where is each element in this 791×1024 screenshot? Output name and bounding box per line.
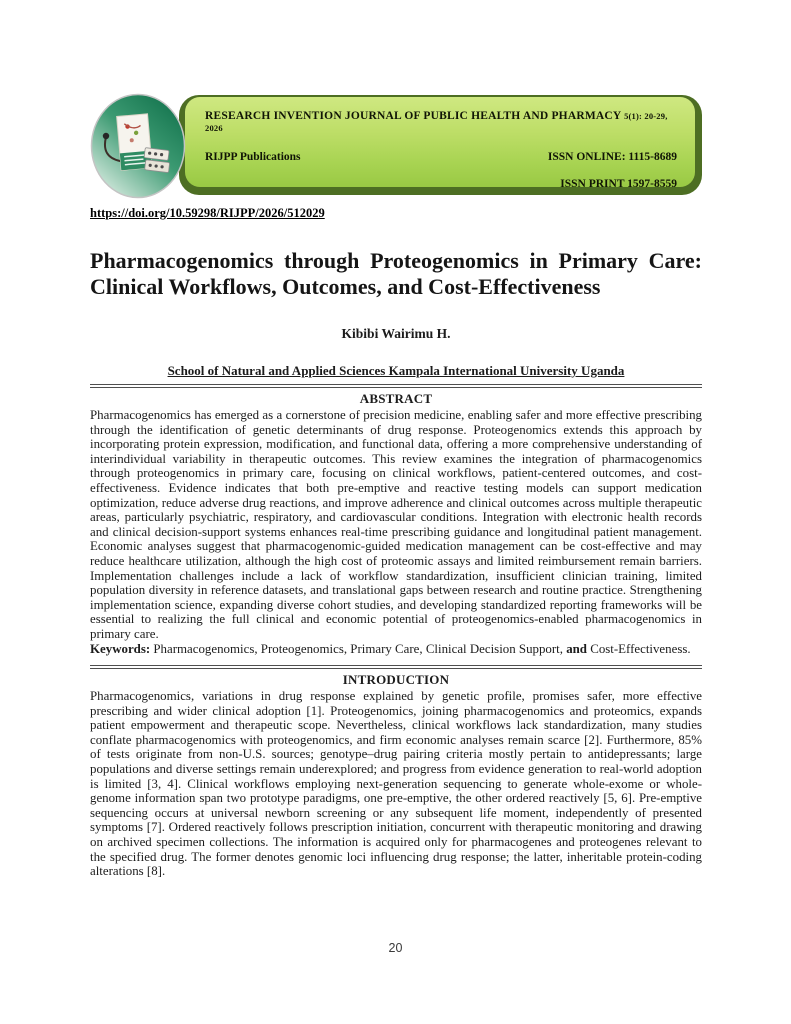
journal-banner-face [185, 97, 695, 190]
affiliation: School of Natural and Applied Sciences Kampala International University Uganda [167, 363, 625, 378]
keywords-list: Pharmacogenomics, Proteogenomics, Primary Care, Clinical Decision Support, [153, 641, 563, 656]
doi-link[interactable]: https://doi.org/10.59298/RIJPP/2026/512029 [90, 206, 325, 220]
keywords-conjunction: and [566, 641, 587, 656]
keywords-last: Cost-Effectiveness. [590, 641, 691, 656]
introduction-heading: INTRODUCTION [342, 672, 450, 688]
author-name: Kibibi Wairimu H. [341, 326, 451, 341]
journal-logo-icon [90, 93, 186, 199]
introduction-body: Pharmacogenomics, variations in drug response explained by genetic profile, promises safer, more effective prescribing and wider clinical adoption [1]. Proteogenomics, joining pharmacogenomics and proteomics, expands patient empowerment and therapeutic scope. Nevertheless, clinical workflows lack standardization, many studies conflate pharmacogenomics with proteogenomics, and firm economic analyses remain scarce [2]. Furthermore, 85% of tests originate from non-U.S. sources; genotype–drug pairing criteria mostly pertain to antidepressants; large populations and diverse settings remain underexplored; and progress from evidence generation to real-world adoption is limited [3, 4]. Clinical workflows employing next-generation sequencing to generate whole-exome or whole-genome information span two prototype paradigms, one pre-emptive, the other ordered reactively [5, 6]. Pre-emptive sequencing occurs at universal newborn screening or any subsequent life moment, independently of presented symptoms [7]. Ordered reactively follows prescription initiation, concurrent with therapeutic monitoring and drawing on archived specimen collections. The information is acquired only for pharmacogenes and proteogenes relevant to the specified drug. The former denotes genomic loci influencing drug response; the latter, inheritable protein-coding alterations [8]. [90, 689, 702, 879]
journal-name: RESEARCH INVENTION JOURNAL OF PUBLIC HEALTH AND PHARMACY [205, 110, 621, 122]
journal-cover-illustration [90, 93, 186, 199]
abstract-body: Pharmacogenomics has emerged as a cornerstone of precision medicine, enabling safer and more effective prescribing through the identification of genetic determinants of drug response. Proteogenomics extends this approach by incorporating protein expression, modification, and functional data, offering a more comprehensive understanding of interindividual variability in therapeutic outcomes. This review examines the integration of pharmacogenomics through proteogenomics in primary care, focusing on clinical workflows, patient-centered outcomes, and cost-effectiveness. Evidence indicates that both pre-emptive and reactive testing models can support medication optimization, reduce adverse drug reactions, and improve adherence and clinical outcomes across multiple therapeutic areas, particularly psychiatric, respiratory, and cardiovascular conditions. Integration with electronic health records and clinical decision-support systems enhances real-time prescribing guidance and longitudinal patient management. Economic analyses suggest that pharmacogenomic-guided medication management can be cost-effective and may reduce healthcare utilization, although the high cost of proteomic assays and limited reimbursement remain barriers. Implementation challenges include a lack of workflow standardization, insufficient clinician training, limited population diversity in reference datasets, and translational gaps between research and routine practice. Strengthening implementation science, expanding diverse cohort studies, and developing standardized reporting frameworks will be essential to realizing the full clinical and economic potential of proteogenomics-enabled pharmacogenomics in primary care. [90, 408, 702, 641]
journal-issue-info: 5(1): 20-29, 2026 [205, 111, 668, 133]
abstract-heading: ABSTRACT [359, 391, 433, 406]
journal-banner [179, 95, 702, 195]
section-divider-abstract [90, 384, 702, 388]
keywords-label: Keywords: [90, 641, 151, 656]
journal-banner-row2 [205, 151, 677, 163]
page-number: 20 [388, 941, 403, 955]
article-title: Pharmacogenomics through Proteogenomics in Primary Care: Clinical Workflows, Outcomes, and Cost-Effectiveness [90, 248, 702, 299]
page-content [90, 0, 702, 879]
journal-header [90, 93, 702, 199]
section-divider-introduction [90, 665, 702, 669]
issn-online: ISSN ONLINE: 1115-8689 [547, 151, 677, 163]
doi-line [90, 206, 702, 221]
publisher-name: RIJPP Publications [205, 151, 301, 163]
keywords-line [90, 642, 702, 657]
journal-title-line [205, 110, 677, 134]
issn-print: ISSN PRINT 1597-8559 [560, 178, 677, 190]
